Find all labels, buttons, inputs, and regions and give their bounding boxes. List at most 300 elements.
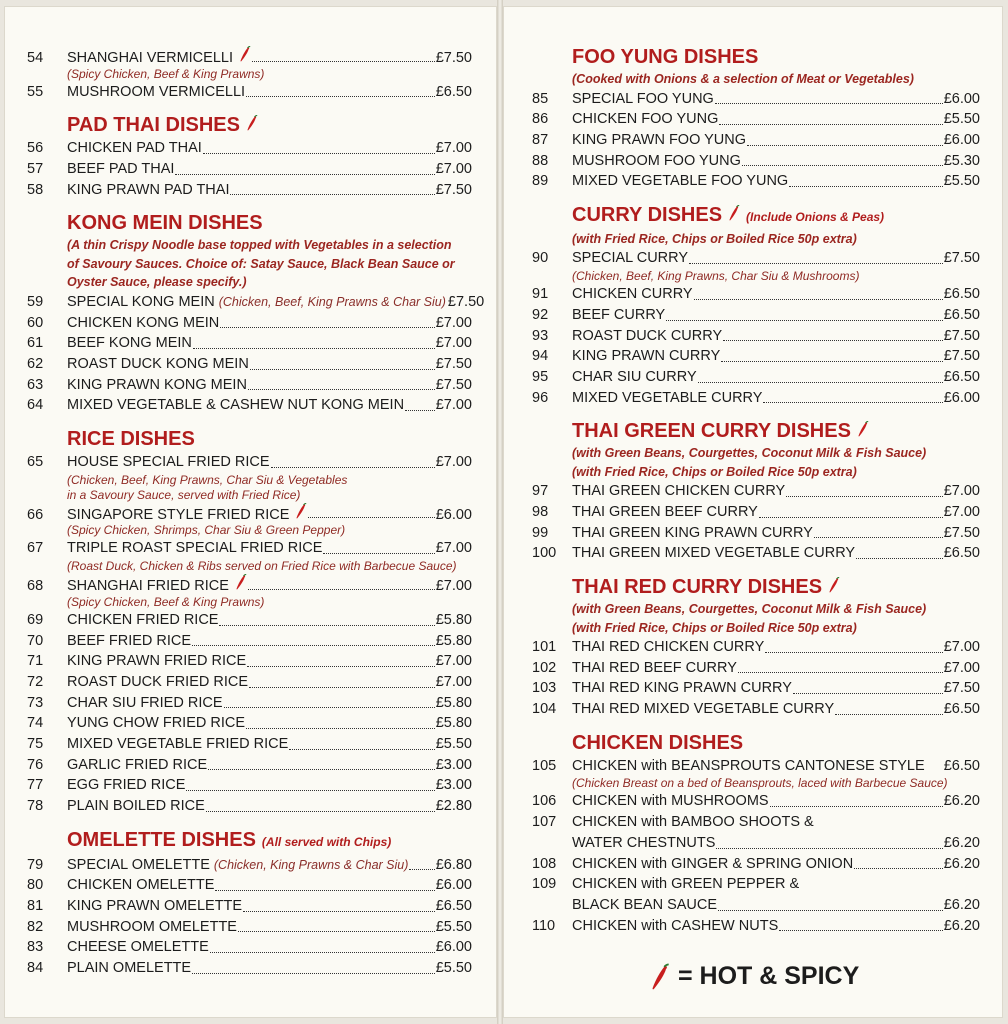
item-name xyxy=(572,699,834,720)
thai-green-curry-heading xyxy=(532,418,980,444)
menu-item xyxy=(27,46,472,67)
leader-dots xyxy=(206,811,435,812)
menu-item xyxy=(532,367,980,388)
item-number: 54 xyxy=(27,50,44,66)
left-column xyxy=(27,46,485,979)
item-price: £5.80 xyxy=(435,611,472,628)
item-number: 69 xyxy=(27,611,44,628)
item-number: 94 xyxy=(532,348,549,365)
section-title: KONG MEIN DISHES xyxy=(67,212,263,235)
item-name xyxy=(67,375,247,396)
leader-dots xyxy=(854,868,943,869)
section-subtitle: (All served with Chips) xyxy=(261,834,392,849)
item-price: £7.00 xyxy=(435,140,472,157)
item-number: 63 xyxy=(27,376,44,393)
item-price: £7.00 xyxy=(435,454,472,471)
leader-dots xyxy=(694,299,943,300)
item-number: 65 xyxy=(27,454,44,471)
thai-red-curry-heading xyxy=(532,574,980,600)
item-number: 109 xyxy=(532,876,557,893)
item-name-text: THAI RED KING PRAWN CURRY xyxy=(572,680,792,697)
item-name xyxy=(67,651,246,672)
item-name xyxy=(67,755,207,776)
menu-item xyxy=(27,958,472,979)
curry-heading xyxy=(532,202,980,230)
item-name-line2: WATER CHESTNUTS xyxy=(572,834,716,851)
section-note: (with Green Beans, Courgettes, Coconut Milk & Fish Sauce) xyxy=(572,446,927,461)
leader-dots xyxy=(193,348,435,349)
section-note: (with Fried Rice, Chips or Boiled Rice 50p extra) xyxy=(572,231,857,246)
item-name-text: CHICKEN OMELETTE xyxy=(67,877,215,894)
item-number: 62 xyxy=(27,356,44,372)
item-name xyxy=(572,248,688,269)
menu-item xyxy=(532,874,980,895)
menu-item xyxy=(27,937,472,958)
item-name xyxy=(572,791,769,812)
item-price: £5.80 xyxy=(435,694,472,711)
item-name-text: SHANGHAI FRIED RICE xyxy=(67,578,229,595)
item-price: £6.50 xyxy=(943,701,980,718)
item-name-text: MIXED VEGETABLE FRIED RICE xyxy=(67,735,289,752)
item-name-text: GARLIC FRIED RICE xyxy=(67,756,208,773)
item-number: 71 xyxy=(27,653,44,670)
item-price: £3.00 xyxy=(435,756,472,773)
leader-dots xyxy=(246,728,435,729)
item-number: 99 xyxy=(532,524,549,541)
item-price: £6.00 xyxy=(435,877,472,894)
leader-dots xyxy=(271,467,435,468)
item-inline-description: (Chicken, King Prawns & Char Siu) xyxy=(213,857,409,872)
item-name xyxy=(67,574,247,597)
menu-item xyxy=(27,610,472,631)
menu-item xyxy=(27,138,472,159)
item-price: £6.50 xyxy=(943,757,980,774)
item-price: £7.50 xyxy=(943,524,980,541)
item-number: 95 xyxy=(532,368,549,385)
item-name-text: YUNG CHOW FRIED RICE xyxy=(67,715,246,732)
leader-dots xyxy=(289,749,434,750)
leader-dots xyxy=(763,402,942,403)
menu-item xyxy=(532,130,980,151)
item-name-line2: BLACK BEAN SAUCE xyxy=(572,896,718,913)
item-price: £5.50 xyxy=(435,735,472,752)
leader-dots xyxy=(409,869,434,870)
item-price: £6.50 xyxy=(943,368,980,385)
item-name-text: MUSHROOM FOO YUNG xyxy=(572,152,741,169)
item-name xyxy=(572,481,785,502)
leader-dots xyxy=(230,194,434,195)
item-name-text: ROAST DUCK CURRY xyxy=(572,327,723,344)
item-name xyxy=(67,713,245,734)
item-number: 66 xyxy=(27,506,44,523)
chili-icon xyxy=(246,115,258,131)
item-name-text: BEEF KONG MEIN xyxy=(67,335,192,352)
item-number: 100 xyxy=(532,545,557,562)
item-price: £6.00 xyxy=(943,90,980,107)
item-name-text: THAI RED BEEF CURRY xyxy=(572,659,737,676)
item-number: 97 xyxy=(532,483,549,500)
item-number: 110 xyxy=(532,917,556,934)
item-number: 59 xyxy=(27,293,44,310)
item-name xyxy=(67,796,205,817)
menu-item xyxy=(532,346,980,367)
item-name-text: SPECIAL FOO YUNG xyxy=(572,90,714,107)
item-name xyxy=(67,631,191,652)
item-name xyxy=(67,180,229,201)
item-name-text: CHICKEN with GINGER & SPRING ONION xyxy=(572,855,854,872)
item-name xyxy=(67,292,446,313)
leader-dots xyxy=(793,693,943,694)
item-price: £6.20 xyxy=(943,793,980,810)
leader-dots xyxy=(215,890,434,891)
leader-dots xyxy=(747,145,943,146)
item-name-text: MUSHROOM OMELETTE xyxy=(67,918,237,935)
item-number: 68 xyxy=(27,578,44,595)
leader-dots xyxy=(723,340,943,341)
item-name xyxy=(572,346,720,367)
item-price: £6.00 xyxy=(435,939,472,956)
item-name xyxy=(67,503,307,526)
item-name xyxy=(67,937,209,958)
item-number: 72 xyxy=(27,673,44,690)
section-title: FOO YUNG DISHES xyxy=(572,46,759,68)
foo-yung-heading xyxy=(532,44,980,70)
leader-dots xyxy=(224,707,435,708)
item-name-text: THAI GREEN KING PRAWN CURRY xyxy=(572,524,813,541)
item-number: 73 xyxy=(27,694,44,711)
item-price: £5.50 xyxy=(435,960,472,977)
item-price: £6.50 xyxy=(943,306,980,323)
item-number: 104 xyxy=(532,701,557,718)
menu-item xyxy=(27,574,472,595)
menu-item xyxy=(27,538,472,559)
menu-item xyxy=(27,354,472,375)
leader-dots xyxy=(689,263,943,264)
item-number: 93 xyxy=(532,327,549,344)
item-name xyxy=(572,854,853,875)
leader-dots xyxy=(192,973,435,974)
menu-item xyxy=(532,854,980,875)
chili-icon xyxy=(235,574,247,590)
menu-item xyxy=(27,333,472,354)
item-price: £7.50 xyxy=(943,327,980,344)
item-number: 82 xyxy=(27,918,44,935)
menu-item xyxy=(27,917,472,938)
item-price: £5.50 xyxy=(435,918,472,935)
section-note: Oyster Sauce, please specify.) xyxy=(67,275,247,290)
item-name xyxy=(67,693,223,714)
item-name xyxy=(572,523,813,544)
item-name-text: KING PRAWN KONG MEIN xyxy=(67,376,247,393)
item-name xyxy=(572,658,737,679)
chili-icon xyxy=(650,963,670,991)
leader-dots xyxy=(405,410,435,411)
item-name-text: THAI RED CHICKEN CURRY xyxy=(572,639,765,655)
item-name xyxy=(572,367,697,388)
item-name xyxy=(67,138,202,159)
leader-dots xyxy=(219,625,434,626)
leader-dots xyxy=(719,124,942,125)
item-price: £6.20 xyxy=(943,834,980,851)
item-name-text: KING PRAWN OMELETTE xyxy=(67,898,243,915)
item-name-text: CHICKEN with GREEN PEPPER & xyxy=(572,876,800,893)
item-name-text: THAI RED MIXED VEGETABLE CURRY xyxy=(572,701,835,718)
item-number: 56 xyxy=(27,140,44,157)
section-title: RICE DISHES xyxy=(67,428,195,451)
leader-dots xyxy=(192,645,435,646)
section-title: PAD THAI DISHES xyxy=(67,114,240,137)
item-price: £7.00 xyxy=(435,335,472,352)
legend-text: = HOT & SPICY xyxy=(678,962,860,990)
item-name-text: CHAR SIU FRIED RICE xyxy=(67,694,223,711)
section-title: CURRY DISHES xyxy=(572,203,723,226)
item-number: 91 xyxy=(532,286,549,303)
menu-item xyxy=(27,796,472,817)
item-name-text: THAI GREEN BEEF CURRY xyxy=(572,503,758,520)
item-description: in a Savoury Sauce, served with Fried Rice) xyxy=(67,487,301,502)
section-title: OMELETTE DISHES xyxy=(67,828,256,851)
item-price: £7.00 xyxy=(435,397,472,414)
item-name xyxy=(572,637,764,658)
item-name-text: PLAIN BOILED RICE xyxy=(67,798,205,814)
item-name-text: ROAST DUCK FRIED RICE xyxy=(67,673,249,690)
item-number: 76 xyxy=(27,756,44,773)
leader-dots xyxy=(715,103,943,104)
item-name-text: SPECIAL OMELETTE xyxy=(67,856,210,873)
item-name-text: THAI GREEN MIXED VEGETABLE CURRY xyxy=(572,545,856,562)
leader-dots xyxy=(716,848,942,849)
menu-item xyxy=(532,678,980,699)
menu-item xyxy=(532,151,980,172)
menu-item xyxy=(27,672,472,693)
section-title: THAI GREEN CURRY DISHES xyxy=(572,420,851,443)
leader-dots xyxy=(765,652,942,653)
item-number: 60 xyxy=(27,314,44,331)
item-number: 64 xyxy=(27,397,44,414)
item-number: 61 xyxy=(27,335,44,352)
item-price: £7.50 xyxy=(943,680,980,697)
menu-item xyxy=(532,248,980,269)
leader-dots xyxy=(666,320,943,321)
item-name xyxy=(67,333,192,354)
menu-item xyxy=(27,503,472,524)
leader-dots xyxy=(249,687,435,688)
menu-item xyxy=(27,855,472,876)
item-name xyxy=(67,159,174,180)
item-name xyxy=(572,109,718,130)
item-name-text: KING PRAWN CURRY xyxy=(572,348,721,365)
item-name-text: ROAST DUCK KONG MEIN xyxy=(67,356,249,372)
section-title: CHICKEN DISHES xyxy=(572,731,744,754)
item-number: 103 xyxy=(532,680,557,697)
menu-item xyxy=(27,292,485,313)
menu-item xyxy=(532,388,980,409)
section-note: (Cooked with Onions & a selection of Meat or Vegetables) xyxy=(572,72,914,86)
menu-item-continued xyxy=(532,895,980,916)
leader-dots xyxy=(742,165,943,166)
menu-item xyxy=(27,651,472,672)
item-name xyxy=(572,874,799,895)
item-number: 67 xyxy=(27,540,44,557)
item-price: £5.50 xyxy=(943,173,980,190)
item-name-text: MUSHROOM VERMICELLI xyxy=(67,83,246,100)
section-note: (with Fried Rice, Chips or Boiled Rice 50p extra) xyxy=(572,620,857,635)
item-number: 58 xyxy=(27,181,44,198)
item-price: £7.00 xyxy=(943,639,980,655)
leader-dots xyxy=(856,558,943,559)
item-name xyxy=(67,610,218,631)
item-name-text: SHANGHAI VERMICELLI xyxy=(67,50,233,66)
chili-icon xyxy=(828,577,840,593)
item-price: £6.00 xyxy=(435,506,472,523)
section-note: of Savoury Sauces. Choice of: Satay Sauce, Black Bean Sauce or xyxy=(67,256,455,271)
menu-item xyxy=(27,375,472,396)
section-note: (A thin Crispy Noodle base topped with Vegetables in a selection xyxy=(67,238,452,253)
item-name xyxy=(67,896,242,917)
item-number: 81 xyxy=(27,898,44,915)
leader-dots xyxy=(247,666,435,667)
item-number: 105 xyxy=(532,757,557,774)
item-name-text: PLAIN OMELETTE xyxy=(67,960,192,977)
menu-item xyxy=(27,713,472,734)
leader-dots xyxy=(718,910,943,911)
item-price: £7.00 xyxy=(943,659,980,676)
item-name-text: CHICKEN CURRY xyxy=(572,286,693,303)
item-inline-description: (Chicken, Beef, King Prawns & Char Siu) xyxy=(218,294,446,309)
item-name xyxy=(572,543,855,564)
menu-item xyxy=(27,755,472,776)
item-name-text: CHICKEN with BAMBOO SHOOTS & xyxy=(572,814,814,831)
item-name-text: HOUSE SPECIAL FRIED RICE xyxy=(67,454,270,471)
item-name-text: CHICKEN FRIED RICE xyxy=(67,611,219,628)
menu-item xyxy=(27,452,472,473)
section-title: THAI RED CURRY DISHES xyxy=(572,576,823,598)
item-name xyxy=(67,917,237,938)
leader-dots xyxy=(248,389,435,390)
item-price: £7.50 xyxy=(943,348,980,365)
item-number: 74 xyxy=(27,715,44,732)
leader-dots xyxy=(323,553,434,554)
item-description: (Spicy Chicken, Beef & King Prawns) xyxy=(67,594,265,609)
item-name-text: THAI GREEN CHICKEN CURRY xyxy=(572,483,786,500)
leader-dots xyxy=(698,382,943,383)
section-note: (with Green Beans, Courgettes, Coconut Milk & Fish Sauce) xyxy=(572,602,927,616)
item-name-text: CHICKEN with CASHEW NUTS xyxy=(572,917,779,934)
section-subtitle: (Include Onions & Peas) xyxy=(746,209,885,224)
item-name-text: CHICKEN with BEANSPROUTS CANTONESE STYLE xyxy=(572,757,925,774)
item-number: 77 xyxy=(27,777,44,794)
pad-thai-heading xyxy=(27,112,472,138)
leader-dots xyxy=(220,327,434,328)
item-number: 78 xyxy=(27,798,44,814)
item-price: £7.00 xyxy=(435,314,472,331)
menu-item xyxy=(532,791,980,812)
menu-item xyxy=(532,756,980,777)
item-description: (Chicken, Beef, King Prawns, Char Siu & Vegetables xyxy=(67,472,348,487)
leader-dots xyxy=(308,517,434,518)
item-number: 84 xyxy=(27,960,44,977)
menu-item xyxy=(532,523,980,544)
item-name xyxy=(67,734,288,755)
item-price: £7.50 xyxy=(435,376,472,393)
item-price: £6.00 xyxy=(943,131,980,148)
leader-dots xyxy=(208,769,435,770)
item-number: 83 xyxy=(27,939,44,956)
item-name-text: SPECIAL KONG MEIN xyxy=(67,293,215,310)
item-name-text: SPECIAL CURRY xyxy=(572,250,689,267)
item-price: £6.00 xyxy=(943,389,980,406)
menu-item xyxy=(532,284,980,305)
leader-dots xyxy=(789,186,942,187)
item-name-text: CHICKEN FOO YUNG xyxy=(572,111,719,128)
item-description: (Chicken Breast on a bed of Beansprouts, laced with Barbecue Sauce) xyxy=(572,776,948,791)
item-price: £6.50 xyxy=(943,286,980,303)
leader-dots xyxy=(759,517,943,518)
right-column xyxy=(532,44,980,936)
item-number: 92 xyxy=(532,306,549,323)
menu-item xyxy=(532,109,980,130)
leader-dots xyxy=(779,930,942,931)
menu-item xyxy=(532,658,980,679)
menu-item xyxy=(27,395,472,416)
item-number: 70 xyxy=(27,632,44,649)
item-description: (Spicy Chicken, Beef & King Prawns) xyxy=(67,66,265,81)
item-name xyxy=(67,354,249,375)
item-number: 107 xyxy=(532,814,557,831)
leader-dots xyxy=(835,714,943,715)
item-name xyxy=(67,395,404,416)
leader-dots xyxy=(721,361,942,362)
item-price: £7.50 xyxy=(447,293,485,310)
item-name xyxy=(572,305,665,326)
menu-item xyxy=(532,171,980,192)
item-name xyxy=(572,388,762,409)
kong-mein-heading xyxy=(27,210,472,236)
item-name xyxy=(572,812,814,833)
item-name-text: CHICKEN KONG MEIN xyxy=(67,314,220,331)
item-number: 55 xyxy=(27,83,44,100)
menu-item xyxy=(532,502,980,523)
item-name-text: KING PRAWN PAD THAI xyxy=(67,181,230,198)
leader-dots xyxy=(786,496,942,497)
leader-dots xyxy=(814,537,943,538)
item-name xyxy=(67,672,248,693)
item-name xyxy=(572,678,792,699)
chili-icon xyxy=(857,421,869,437)
item-name-text: SINGAPORE STYLE FRIED RICE xyxy=(67,506,290,523)
item-price: £7.00 xyxy=(943,483,980,500)
menu-item xyxy=(27,875,472,896)
item-name-text: BEEF FRIED RICE xyxy=(67,632,192,649)
menu-item xyxy=(532,699,980,720)
item-price: £2.80 xyxy=(435,798,472,814)
leader-dots xyxy=(186,790,434,791)
item-price: £6.50 xyxy=(435,83,472,100)
item-number: 89 xyxy=(532,173,549,190)
item-number: 90 xyxy=(532,250,549,267)
menu-item xyxy=(532,916,980,937)
item-price: £5.50 xyxy=(943,111,980,128)
item-name xyxy=(572,284,693,305)
item-number: 108 xyxy=(532,855,557,872)
item-number: 85 xyxy=(532,90,549,107)
menu-item xyxy=(27,313,472,334)
leader-dots xyxy=(203,153,435,154)
menu-item xyxy=(27,180,472,201)
chili-icon xyxy=(728,205,740,221)
menu-item xyxy=(27,896,472,917)
item-price: £7.50 xyxy=(943,250,980,267)
